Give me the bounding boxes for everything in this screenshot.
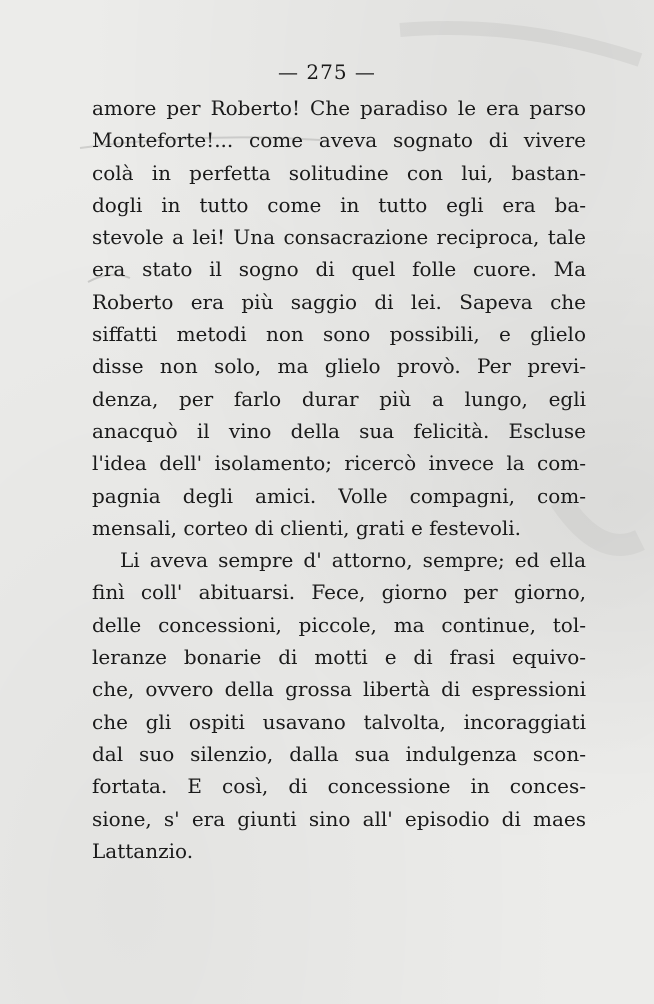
- page-number: — 275 —: [278, 60, 376, 84]
- text-line: che gli ospiti usavano talvolta, incoraggiati: [92, 709, 586, 734]
- text-line: che, ovvero della grossa libertà di espressioni: [92, 677, 586, 702]
- text-line: denza, per farlo durar più a lungo, egli: [92, 386, 586, 411]
- text-line: Lattanzio.: [92, 838, 194, 863]
- text-line: Monteforte!... come aveva sognato di vivere: [92, 128, 586, 153]
- body-text: [92, 92, 586, 867]
- paragraph-start-line: Li aveva sempre d' attorno, sempre; ed ella: [120, 548, 586, 573]
- text-line: sione, s' era giunti sino all' episodio di maes: [92, 806, 586, 831]
- text-line: pagnia degli amici. Volle compagni, com-: [92, 483, 586, 508]
- text-line: finì coll' abituarsi. Fece, giorno per giorno,: [92, 580, 586, 605]
- text-line: l'idea dell' isolamento; ricercò invece la com-: [92, 451, 586, 476]
- text-line: fortata. E così, di concessione in conces-: [92, 774, 586, 799]
- text-line: era stato il sogno di quel folle cuore. Ma: [92, 257, 586, 282]
- text-line: mensali, corteo di clienti, grati e festevoli.: [92, 515, 522, 540]
- text-line: dogli in tutto come in tutto egli era ba-: [92, 192, 586, 217]
- text-line: dal suo silenzio, dalla sua indulgenza scon-: [92, 741, 586, 766]
- text-line: stevole a lei! Una consacrazione reciproca, tale: [92, 225, 586, 250]
- text-line: colà in perfetta solitudine con lui, bastan-: [92, 160, 586, 185]
- text-line: disse non solo, ma glielo provò. Per previ-: [92, 354, 586, 379]
- text-line: delle concessioni, piccole, ma continue, tol-: [92, 612, 586, 637]
- text-line: amore per Roberto! Che paradiso le era parso: [92, 96, 586, 120]
- text-line: anacquò il vino della sua felicità. Escluse: [92, 418, 586, 443]
- text-line: Roberto era più saggio di lei. Sapeva che: [92, 289, 586, 314]
- text-line: siffatti metodi non sono possibili, e glielo: [92, 322, 586, 347]
- text-line: leranze bonarie di motti e di frasi equivo-: [92, 645, 586, 670]
